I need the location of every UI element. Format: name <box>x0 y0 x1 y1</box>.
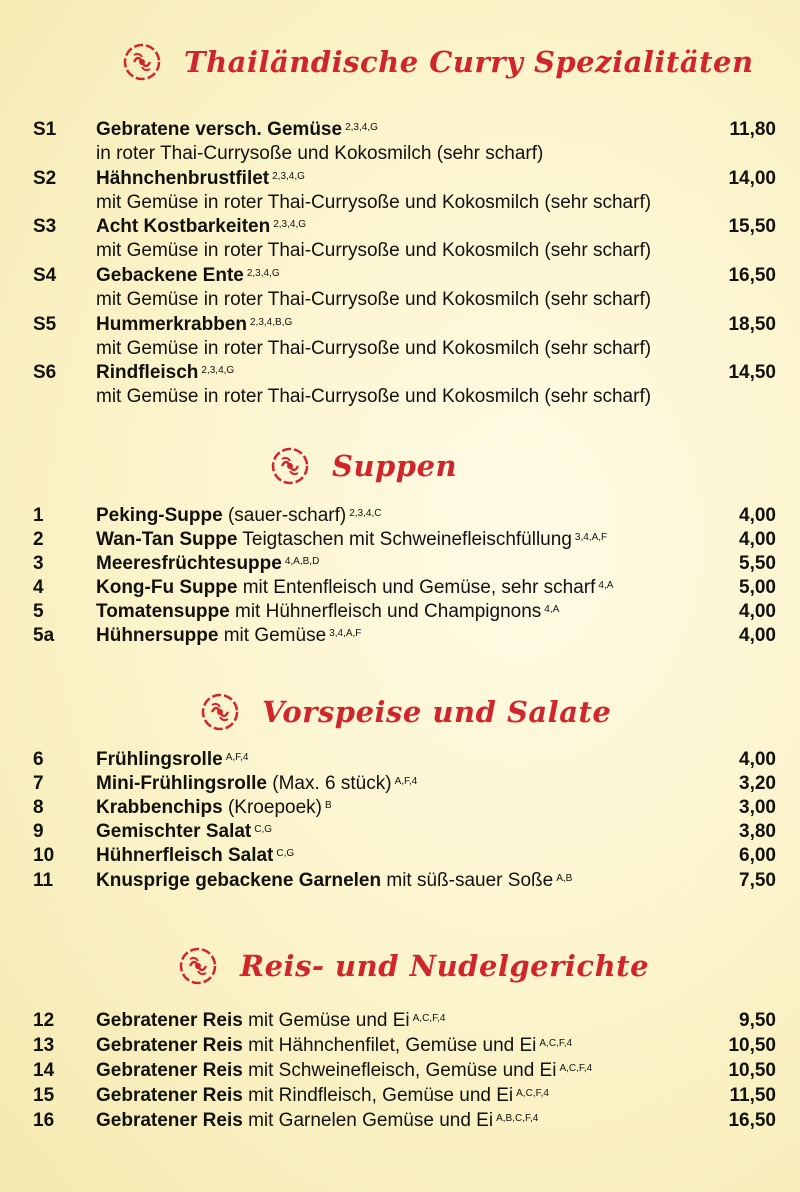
allergen-codes: A,B <box>556 873 573 884</box>
item-name: Mini-Frühlingsrolle (Max. 6 stück) $^{A,F,4}$ <box>96 773 418 794</box>
item-price: 14,50 <box>728 362 776 383</box>
section-heading-suppen <box>0 446 800 486</box>
swirl-ornament-icon <box>122 42 162 82</box>
section-heading-curry <box>0 42 800 82</box>
item-name: Gebratener Reis mit Garnelen Gemüse und Ei $^{A,B,C,F,4}$ <box>96 1110 539 1131</box>
item-name: Hühnersuppe mit Gemüse $^{3,4,A,F}$ <box>96 625 362 646</box>
item-code: 14 <box>33 1060 55 1081</box>
allergen-codes: 2,3,4,B,G <box>250 317 293 328</box>
item-price: 4,00 <box>739 601 776 622</box>
item-price: 16,50 <box>728 265 776 286</box>
item-name: Tomatensuppe mit Hühnerfleisch und Champignons $^{4,A}$ <box>96 601 560 622</box>
allergen-codes: A,F,4 <box>394 776 418 787</box>
item-price: 9,50 <box>739 1010 776 1031</box>
item-code: 2 <box>33 529 44 550</box>
item-name: Gemischter Salat $^{C,G}$ <box>96 821 273 842</box>
item-name: Gebratener Reis mit Rindfleisch, Gemüse und Ei $^{A,C,F,4}$ <box>96 1085 549 1106</box>
item-name: Gebackene Ente $^{2,3,4,G}$ <box>96 265 280 286</box>
item-code: 7 <box>33 773 44 794</box>
item-description: mit Gemüse in roter Thai-Currysoße und Kokosmilch (sehr scharf) <box>96 289 652 310</box>
item-code: 10 <box>33 845 55 866</box>
item-name: Knusprige gebackene Garnelen mit süß-sauer Soße $^{A,B}$ <box>96 870 573 891</box>
item-code: 9 <box>33 821 44 842</box>
item-name: Hummerkrabben $^{2,3,4,B,G}$ <box>96 314 293 335</box>
item-code: 5a <box>33 625 55 646</box>
allergen-codes: A,F,4 <box>225 752 249 763</box>
item-code: 11 <box>33 870 54 891</box>
allergen-codes: C,G <box>276 848 295 859</box>
item-price: 3,00 <box>739 797 776 818</box>
item-code: 5 <box>33 601 44 622</box>
item-code: 3 <box>33 553 44 574</box>
item-code: S5 <box>33 314 57 335</box>
item-name: Gebratene versch. Gemüse $^{2,3,4,G}$ <box>96 119 378 140</box>
item-name: Meeresfrüchtesuppe $^{4,A,B,D}$ <box>96 553 320 574</box>
item-code: S1 <box>33 119 57 140</box>
item-name: Frühlingsrolle $^{A,F,4}$ <box>96 749 249 770</box>
item-price: 5,50 <box>739 553 776 574</box>
allergen-codes: 3,4,A,F <box>329 628 362 639</box>
item-name: Gebratener Reis mit Schweinefleisch, Gemüse und Ei $^{A,C,F,4}$ <box>96 1060 593 1081</box>
item-code: S3 <box>33 216 57 237</box>
item-name: Gebratener Reis mit Hähnchenfilet, Gemüse und Ei $^{A,C,F,4}$ <box>96 1035 573 1056</box>
item-price: 11,50 <box>729 1085 776 1106</box>
section-title: Vorspeise und Salate <box>262 695 612 729</box>
item-price: 4,00 <box>739 749 776 770</box>
item-price: 18,50 <box>728 314 776 335</box>
item-price: 3,80 <box>739 821 776 842</box>
item-name: Krabbenchips (Kroepoek) $^B$ <box>96 797 332 818</box>
section-title: Suppen <box>332 449 458 483</box>
item-price: 16,50 <box>728 1110 776 1131</box>
item-price: 10,50 <box>728 1035 776 1056</box>
item-code: 8 <box>33 797 44 818</box>
item-description: mit Gemüse in roter Thai-Currysoße und Kokosmilch (sehr scharf) <box>96 386 652 407</box>
item-description: mit Gemüse in roter Thai-Currysoße und Kokosmilch (sehr scharf) <box>96 240 652 261</box>
item-code: 15 <box>33 1085 55 1106</box>
item-code: 13 <box>33 1035 55 1056</box>
item-code: 4 <box>33 577 44 598</box>
item-name: Wan-Tan Suppe Teigtaschen mit Schweinefleischfüllung $^{3,4,A,F}$ <box>96 529 608 550</box>
section-title: Reis- und Nudelgerichte <box>240 949 650 983</box>
item-price: 4,00 <box>739 625 776 646</box>
allergen-codes: 2,3,4,G <box>246 268 280 279</box>
item-name: Acht Kostbarkeiten $^{2,3,4,G}$ <box>96 216 307 237</box>
item-price: 10,50 <box>728 1060 776 1081</box>
item-price: 15,50 <box>728 216 776 237</box>
section-heading-vorspeise <box>0 692 800 732</box>
allergen-codes: 2,3,4,C <box>349 508 382 519</box>
item-code: 16 <box>33 1110 55 1131</box>
item-price: 4,00 <box>739 529 776 550</box>
item-price: 11,80 <box>729 119 776 140</box>
item-name: Kong-Fu Suppe mit Entenfleisch und Gemüse, sehr scharf $^{4,A}$ <box>96 577 614 598</box>
item-price: 7,50 <box>739 870 776 891</box>
item-price: 3,20 <box>739 773 776 794</box>
item-code: S4 <box>33 265 57 286</box>
allergen-codes: 4,A <box>544 604 560 615</box>
allergen-codes: B <box>324 800 332 811</box>
item-code: 12 <box>33 1010 55 1031</box>
swirl-ornament-icon <box>270 446 310 486</box>
allergen-codes: 4,A,B,D <box>284 556 320 567</box>
allergen-codes: 3,4,A,F <box>574 532 608 543</box>
swirl-ornament-icon <box>200 692 240 732</box>
item-code: 1 <box>33 505 44 526</box>
item-code: S6 <box>33 362 57 383</box>
item-description: mit Gemüse in roter Thai-Currysoße und Kokosmilch (sehr scharf) <box>96 338 652 359</box>
allergen-codes: 2,3,4,G <box>273 219 307 230</box>
item-name: Rindfleisch $^{2,3,4,G}$ <box>96 362 235 383</box>
allergen-codes: A,B,C,F,4 <box>496 1113 539 1124</box>
allergen-codes: 2,3,4,G <box>272 171 305 182</box>
allergen-codes: A,C,F,4 <box>516 1088 549 1099</box>
item-code: S2 <box>33 168 57 189</box>
item-name: Gebratener Reis mit Gemüse und Ei $^{A,C,F,4}$ <box>96 1010 446 1031</box>
allergen-codes: A,C,F,4 <box>559 1063 593 1074</box>
section-heading-reis <box>0 946 800 986</box>
item-name: Peking-Suppe (sauer-scharf) $^{2,3,4,C}$ <box>96 505 382 526</box>
allergen-codes: A,C,F,4 <box>412 1013 446 1024</box>
item-price: 14,00 <box>728 168 776 189</box>
item-description: in roter Thai-Currysoße und Kokosmilch (sehr scharf) <box>96 143 544 164</box>
item-description: mit Gemüse in roter Thai-Currysoße und Kokosmilch (sehr scharf) <box>96 192 652 213</box>
allergen-codes: 2,3,4,G <box>345 122 378 133</box>
allergen-codes: 4,A <box>598 580 614 591</box>
allergen-codes: A,C,F,4 <box>539 1038 573 1049</box>
allergen-codes: C,G <box>254 824 273 835</box>
item-name: Hähnchenbrustfilet $^{2,3,4,G}$ <box>96 168 305 189</box>
section-title: Thailändische Curry Spezialitäten <box>184 45 754 79</box>
item-code: 6 <box>33 749 44 770</box>
allergen-codes: 2,3,4,G <box>201 365 235 376</box>
item-price: 4,00 <box>739 505 776 526</box>
item-price: 6,00 <box>739 845 776 866</box>
swirl-ornament-icon <box>178 946 218 986</box>
item-name: Hühnerfleisch Salat $^{C,G}$ <box>96 845 295 866</box>
item-price: 5,00 <box>739 577 776 598</box>
